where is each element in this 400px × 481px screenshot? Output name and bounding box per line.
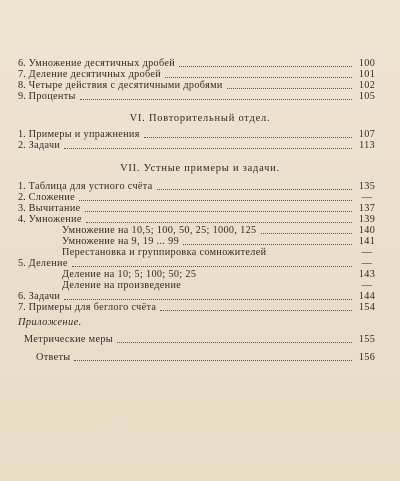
entry-title: Задачи <box>28 140 61 151</box>
entry-page: 105 <box>358 91 376 102</box>
entry-title: Вычитание <box>28 203 81 214</box>
entry-title: Примеры и упражнения <box>28 129 140 140</box>
dot-leader <box>117 342 352 343</box>
dot-leader <box>79 200 352 201</box>
dot-leader <box>165 77 352 78</box>
entry-number: 9. <box>18 91 26 102</box>
entry-page: 141 <box>358 236 376 247</box>
entry-page: 135 <box>358 181 376 192</box>
entry-title: Четыре действия с десятичными дробями <box>28 80 223 91</box>
entry-title: Ответы <box>36 352 71 363</box>
dot-leader <box>179 66 352 67</box>
dot-leader <box>64 299 352 300</box>
entry-number: 4. <box>18 214 26 225</box>
entry-page: 139 <box>358 214 376 225</box>
entry-page: 155 <box>358 334 376 345</box>
entry-title: Умножение десятичных дробей <box>28 58 176 69</box>
toc-entry <box>18 140 378 152</box>
dot-leader <box>200 277 352 278</box>
appendix-label: Приложение. <box>18 317 82 328</box>
dot-leader <box>85 211 352 212</box>
entry-number: 1. <box>18 181 26 192</box>
entry-page: — <box>361 192 373 203</box>
section-heading: VII. Устные примеры и задачи. <box>120 163 280 174</box>
entry-title: Умножение <box>28 214 82 225</box>
entry-title: Проценты <box>28 91 76 102</box>
entry-page: 113 <box>359 140 375 151</box>
entry-number: 2. <box>18 140 26 151</box>
dot-leader <box>183 244 352 245</box>
entry-title: Метрические меры <box>24 334 113 345</box>
entry-number: 6. <box>18 58 26 69</box>
entry-title: Деление <box>28 258 68 269</box>
entry-page: 137 <box>358 203 376 214</box>
section-heading: VI. Повторительный отдел. <box>129 113 271 124</box>
dot-leader <box>80 99 352 100</box>
entry-page: 143 <box>358 269 376 280</box>
entry-number: 7. <box>18 302 26 313</box>
entry-number: 8. <box>18 80 26 91</box>
toc-entry <box>18 352 378 364</box>
entry-number: 6. <box>18 291 26 302</box>
entry-page: 144 <box>358 291 376 302</box>
entry-page: 156 <box>358 352 376 363</box>
entry-number: 1. <box>18 129 26 140</box>
entry-page: 107 <box>358 129 376 140</box>
entry-page: — <box>361 280 373 291</box>
dot-leader <box>261 233 353 234</box>
entry-title: Деление на произведение <box>62 280 182 291</box>
dot-leader <box>64 148 352 149</box>
dot-leader <box>72 266 352 267</box>
entry-title: Задачи <box>28 291 61 302</box>
dot-leader <box>270 255 352 256</box>
entry-number: 2. <box>18 192 26 203</box>
dot-leader <box>160 310 352 311</box>
toc-entry <box>18 302 378 314</box>
entry-title: Деление на 10; 5; 100; 50; 25 <box>62 269 197 280</box>
entry-title: Таблица для устного счёта <box>28 181 153 192</box>
dot-leader <box>86 222 352 223</box>
entry-page: 140 <box>358 225 376 236</box>
toc-entry <box>18 334 378 346</box>
entry-number: 5. <box>18 258 26 269</box>
entry-title: Деление десятичных дробей <box>28 69 162 80</box>
toc-entry <box>18 91 378 103</box>
entry-title: Умножение на 10,5; 100, 50, 25; 1000, 125 <box>62 225 257 236</box>
entry-page: 102 <box>358 80 376 91</box>
entry-page: 154 <box>358 302 376 313</box>
entry-number: 3. <box>18 203 26 214</box>
entry-title: Примеры для беглого счёта <box>28 302 157 313</box>
entry-page: 101 <box>358 69 376 80</box>
entry-page: — <box>361 258 373 269</box>
entry-title: Перестановка и группировка сомножителей <box>62 247 267 258</box>
dot-leader <box>227 88 352 89</box>
entry-number: 7. <box>18 69 26 80</box>
dot-leader <box>185 288 352 289</box>
entry-title: Умножение на 9, 19 ... 99 <box>62 236 180 247</box>
dot-leader <box>144 137 352 138</box>
entry-title: Сложение <box>28 192 76 203</box>
entry-page: — <box>361 247 373 258</box>
entry-page: 100 <box>358 58 376 69</box>
dot-leader <box>74 360 352 361</box>
dot-leader <box>157 189 352 190</box>
